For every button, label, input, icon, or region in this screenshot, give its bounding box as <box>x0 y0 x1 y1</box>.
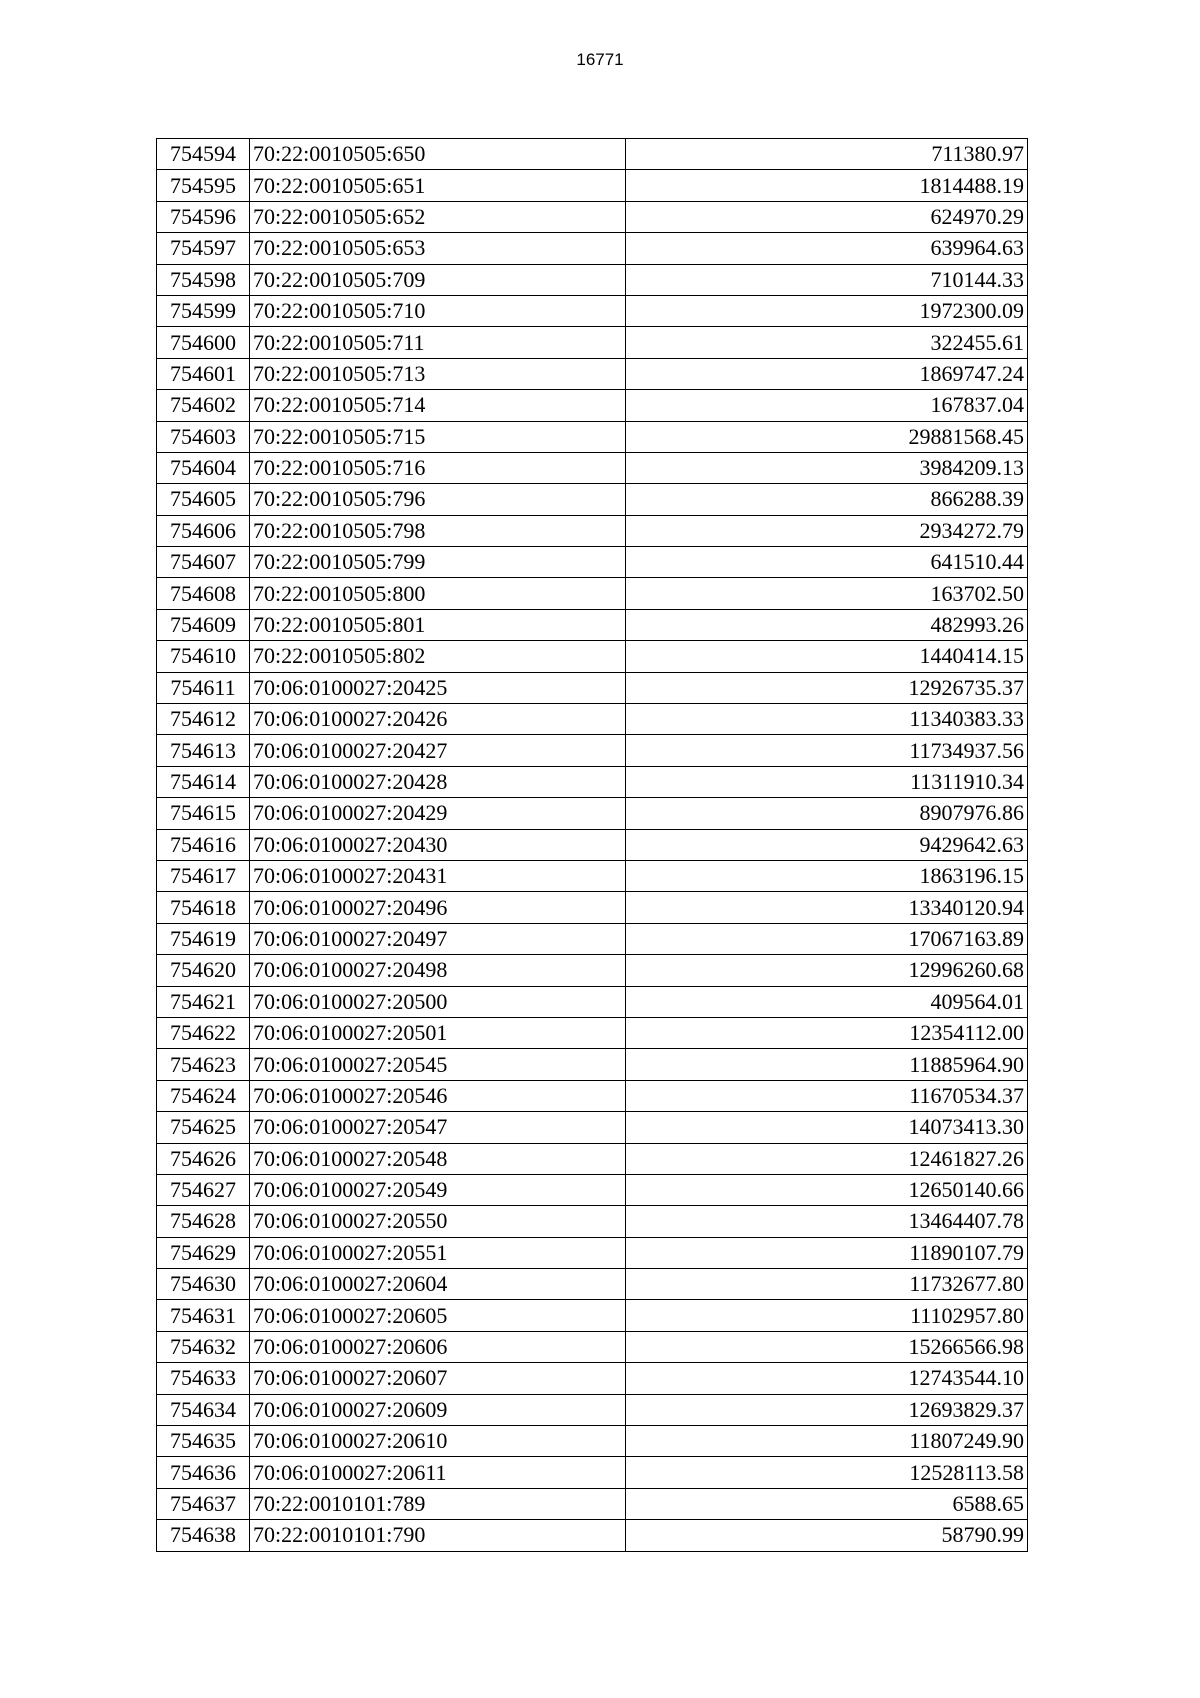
row-number: 754620 <box>157 955 250 986</box>
table-row <box>157 1237 1028 1268</box>
cadastral-number: 70:22:0010505:714 <box>250 390 626 421</box>
cadastral-value: 12743544.10 <box>626 1363 1028 1394</box>
row-number: 754629 <box>157 1237 250 1268</box>
cadastral-number: 70:22:0010505:709 <box>250 264 626 295</box>
cadastral-value: 482993.26 <box>626 609 1028 640</box>
row-number: 754633 <box>157 1363 250 1394</box>
cadastral-number: 70:06:0100027:20428 <box>250 766 626 797</box>
table-row <box>157 735 1028 766</box>
table-row <box>157 955 1028 986</box>
cadastral-number: 70:22:0010101:789 <box>250 1488 626 1519</box>
row-number: 754601 <box>157 358 250 389</box>
table-row <box>157 1143 1028 1174</box>
cadastral-number: 70:06:0100027:20496 <box>250 892 626 923</box>
cadastral-number: 70:06:0100027:20547 <box>250 1112 626 1143</box>
cadastral-number: 70:22:0010505:716 <box>250 452 626 483</box>
cadastral-value: 711380.97 <box>626 139 1028 170</box>
cadastral-number: 70:06:0100027:20498 <box>250 955 626 986</box>
cadastral-value: 866288.39 <box>626 484 1028 515</box>
table-row <box>157 892 1028 923</box>
table-row <box>157 358 1028 389</box>
cadastral-value: 11732677.80 <box>626 1269 1028 1300</box>
row-number: 754637 <box>157 1488 250 1519</box>
table-row <box>157 798 1028 829</box>
table-row <box>157 1049 1028 1080</box>
table-row <box>157 1269 1028 1300</box>
row-number: 754607 <box>157 547 250 578</box>
cadastral-number: 70:06:0100027:20430 <box>250 829 626 860</box>
table-row <box>157 672 1028 703</box>
table-row <box>157 829 1028 860</box>
cadastral-number: 70:22:0010505:651 <box>250 170 626 201</box>
page-number: 16771 <box>576 50 624 69</box>
cadastral-value: 12996260.68 <box>626 955 1028 986</box>
cadastral-value: 12461827.26 <box>626 1143 1028 1174</box>
cadastral-number: 70:22:0010505:796 <box>250 484 626 515</box>
table-row <box>157 1112 1028 1143</box>
cadastral-value: 3984209.13 <box>626 452 1028 483</box>
table-row <box>157 327 1028 358</box>
row-number: 754623 <box>157 1049 250 1080</box>
cadastral-number: 70:06:0100027:20548 <box>250 1143 626 1174</box>
row-number: 754616 <box>157 829 250 860</box>
row-number: 754602 <box>157 390 250 421</box>
row-number: 754605 <box>157 484 250 515</box>
cadastral-value: 624970.29 <box>626 201 1028 232</box>
cadastral-value: 641510.44 <box>626 547 1028 578</box>
row-number: 754630 <box>157 1269 250 1300</box>
cadastral-number: 70:06:0100027:20501 <box>250 1017 626 1048</box>
table-row <box>157 986 1028 1017</box>
row-number: 754635 <box>157 1426 250 1457</box>
cadastral-number: 70:22:0010505:711 <box>250 327 626 358</box>
table-row <box>157 264 1028 295</box>
registry-table <box>156 138 1028 1552</box>
table-row <box>157 170 1028 201</box>
cadastral-value: 11102957.80 <box>626 1300 1028 1331</box>
table-row <box>157 578 1028 609</box>
table-row <box>157 452 1028 483</box>
cadastral-number: 70:22:0010505:652 <box>250 201 626 232</box>
cadastral-value: 1814488.19 <box>626 170 1028 201</box>
row-number: 754611 <box>157 672 250 703</box>
row-number: 754618 <box>157 892 250 923</box>
table-row <box>157 547 1028 578</box>
cadastral-value: 163702.50 <box>626 578 1028 609</box>
row-number: 754615 <box>157 798 250 829</box>
row-number: 754597 <box>157 233 250 264</box>
table-row <box>157 295 1028 326</box>
table-row <box>157 1363 1028 1394</box>
cadastral-number: 70:06:0100027:20604 <box>250 1269 626 1300</box>
cadastral-value: 2934272.79 <box>626 515 1028 546</box>
table-row <box>157 1426 1028 1457</box>
table-row <box>157 641 1028 672</box>
cadastral-number: 70:06:0100027:20609 <box>250 1394 626 1425</box>
cadastral-number: 70:22:0010505:653 <box>250 233 626 264</box>
cadastral-value: 12354112.00 <box>626 1017 1028 1048</box>
table-row <box>157 139 1028 170</box>
table-row <box>157 1457 1028 1488</box>
cadastral-value: 12528113.58 <box>626 1457 1028 1488</box>
table-row <box>157 1331 1028 1362</box>
cadastral-value: 58790.99 <box>626 1520 1028 1551</box>
cadastral-value: 11311910.34 <box>626 766 1028 797</box>
row-number: 754638 <box>157 1520 250 1551</box>
row-number: 754627 <box>157 1174 250 1205</box>
row-number: 754603 <box>157 421 250 452</box>
registry-table-body <box>157 139 1028 1552</box>
row-number: 754612 <box>157 704 250 735</box>
row-number: 754608 <box>157 578 250 609</box>
row-number: 754634 <box>157 1394 250 1425</box>
table-row <box>157 766 1028 797</box>
cadastral-number: 70:22:0010505:713 <box>250 358 626 389</box>
row-number: 754596 <box>157 201 250 232</box>
table-row <box>157 1300 1028 1331</box>
cadastral-value: 8907976.86 <box>626 798 1028 829</box>
cadastral-value: 14073413.30 <box>626 1112 1028 1143</box>
row-number: 754624 <box>157 1080 250 1111</box>
cadastral-number: 70:22:0010505:802 <box>250 641 626 672</box>
row-number: 754598 <box>157 264 250 295</box>
cadastral-value: 11807249.90 <box>626 1426 1028 1457</box>
cadastral-value: 17067163.89 <box>626 923 1028 954</box>
cadastral-number: 70:22:0010505:650 <box>250 139 626 170</box>
cadastral-number: 70:06:0100027:20431 <box>250 860 626 891</box>
cadastral-value: 322455.61 <box>626 327 1028 358</box>
table-row <box>157 421 1028 452</box>
table-row <box>157 704 1028 735</box>
table-row <box>157 233 1028 264</box>
row-number: 754621 <box>157 986 250 1017</box>
cadastral-number: 70:06:0100027:20607 <box>250 1363 626 1394</box>
row-number: 754626 <box>157 1143 250 1174</box>
cadastral-value: 1440414.15 <box>626 641 1028 672</box>
cadastral-number: 70:06:0100027:20605 <box>250 1300 626 1331</box>
table-row <box>157 484 1028 515</box>
row-number: 754614 <box>157 766 250 797</box>
cadastral-value: 1863196.15 <box>626 860 1028 891</box>
cadastral-number: 70:22:0010505:710 <box>250 295 626 326</box>
cadastral-number: 70:22:0010101:790 <box>250 1520 626 1551</box>
cadastral-value: 11885964.90 <box>626 1049 1028 1080</box>
cadastral-number: 70:06:0100027:20497 <box>250 923 626 954</box>
row-number: 754619 <box>157 923 250 954</box>
cadastral-value: 12650140.66 <box>626 1174 1028 1205</box>
table-row <box>157 1174 1028 1205</box>
cadastral-number: 70:06:0100027:20425 <box>250 672 626 703</box>
cadastral-value: 1869747.24 <box>626 358 1028 389</box>
cadastral-number: 70:06:0100027:20545 <box>250 1049 626 1080</box>
cadastral-value: 12926735.37 <box>626 672 1028 703</box>
table-row <box>157 860 1028 891</box>
cadastral-value: 11340383.33 <box>626 704 1028 735</box>
row-number: 754595 <box>157 170 250 201</box>
cadastral-number: 70:06:0100027:20551 <box>250 1237 626 1268</box>
row-number: 754632 <box>157 1331 250 1362</box>
row-number: 754631 <box>157 1300 250 1331</box>
table-row <box>157 923 1028 954</box>
cadastral-value: 710144.33 <box>626 264 1028 295</box>
cadastral-value: 11734937.56 <box>626 735 1028 766</box>
cadastral-value: 1972300.09 <box>626 295 1028 326</box>
cadastral-number: 70:06:0100027:20429 <box>250 798 626 829</box>
cadastral-value: 29881568.45 <box>626 421 1028 452</box>
cadastral-number: 70:22:0010505:715 <box>250 421 626 452</box>
table-row <box>157 1394 1028 1425</box>
table-row <box>157 515 1028 546</box>
cadastral-value: 13340120.94 <box>626 892 1028 923</box>
table-row <box>157 609 1028 640</box>
table-row <box>157 1488 1028 1519</box>
row-number: 754606 <box>157 515 250 546</box>
row-number: 754604 <box>157 452 250 483</box>
row-number: 754599 <box>157 295 250 326</box>
row-number: 754594 <box>157 139 250 170</box>
table-row <box>157 1080 1028 1111</box>
cadastral-number: 70:22:0010505:801 <box>250 609 626 640</box>
row-number: 754628 <box>157 1206 250 1237</box>
table-row <box>157 1017 1028 1048</box>
cadastral-value: 6588.65 <box>626 1488 1028 1519</box>
table-row <box>157 1206 1028 1237</box>
cadastral-value: 639964.63 <box>626 233 1028 264</box>
row-number: 754600 <box>157 327 250 358</box>
cadastral-number: 70:06:0100027:20606 <box>250 1331 626 1362</box>
cadastral-number: 70:06:0100027:20426 <box>250 704 626 735</box>
cadastral-number: 70:22:0010505:798 <box>250 515 626 546</box>
cadastral-number: 70:06:0100027:20427 <box>250 735 626 766</box>
cadastral-value: 11670534.37 <box>626 1080 1028 1111</box>
table-row <box>157 390 1028 421</box>
cadastral-number: 70:22:0010505:799 <box>250 547 626 578</box>
row-number: 754622 <box>157 1017 250 1048</box>
cadastral-value: 13464407.78 <box>626 1206 1028 1237</box>
cadastral-value: 11890107.79 <box>626 1237 1028 1268</box>
row-number: 754617 <box>157 860 250 891</box>
cadastral-number: 70:06:0100027:20500 <box>250 986 626 1017</box>
cadastral-number: 70:06:0100027:20550 <box>250 1206 626 1237</box>
cadastral-number: 70:06:0100027:20549 <box>250 1174 626 1205</box>
cadastral-number: 70:06:0100027:20611 <box>250 1457 626 1488</box>
table-row <box>157 1520 1028 1551</box>
cadastral-value: 9429642.63 <box>626 829 1028 860</box>
row-number: 754625 <box>157 1112 250 1143</box>
row-number: 754613 <box>157 735 250 766</box>
cadastral-value: 167837.04 <box>626 390 1028 421</box>
cadastral-value: 12693829.37 <box>626 1394 1028 1425</box>
table-row <box>157 201 1028 232</box>
row-number: 754610 <box>157 641 250 672</box>
cadastral-number: 70:06:0100027:20610 <box>250 1426 626 1457</box>
cadastral-value: 409564.01 <box>626 986 1028 1017</box>
row-number: 754636 <box>157 1457 250 1488</box>
cadastral-number: 70:22:0010505:800 <box>250 578 626 609</box>
row-number: 754609 <box>157 609 250 640</box>
cadastral-value: 15266566.98 <box>626 1331 1028 1362</box>
cadastral-number: 70:06:0100027:20546 <box>250 1080 626 1111</box>
